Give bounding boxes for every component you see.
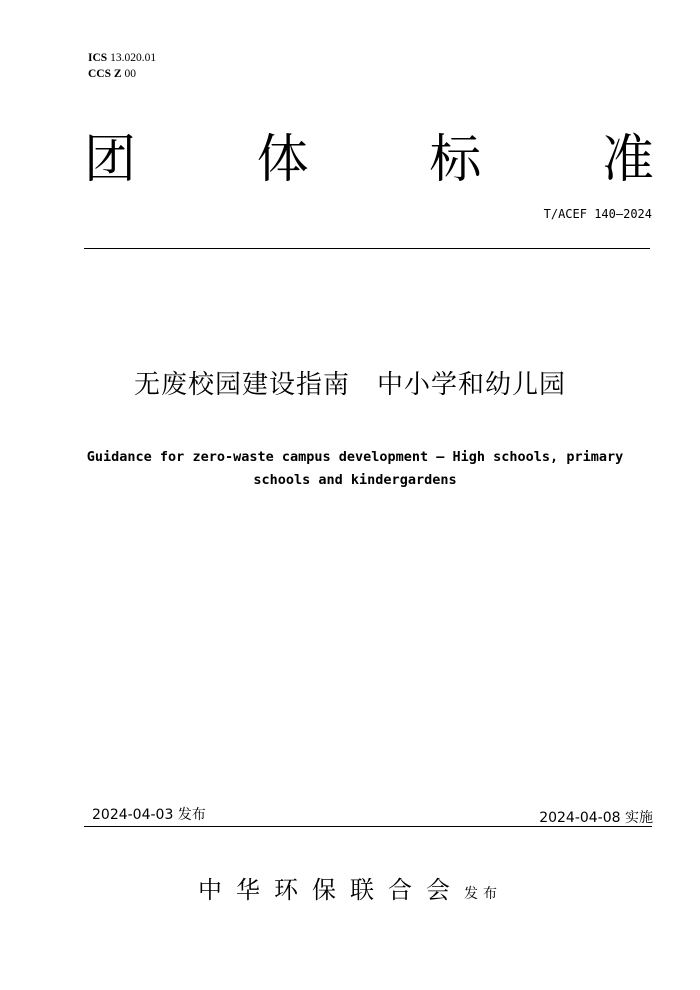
ccs-line: [88, 66, 156, 82]
bottom-divider: [84, 826, 652, 827]
ccs-label: CCS Z: [88, 68, 122, 80]
doc-type-char: 体: [256, 130, 309, 190]
ics-line: [88, 50, 156, 66]
standard-number: T/ACEF 140—2024: [543, 207, 652, 221]
issue-date: 2024-04-03 发布: [92, 807, 206, 823]
english-title-line: Guidance for zero-waste campus development — High schools, primary: [86, 449, 624, 465]
publisher-suffix: 发布: [464, 886, 502, 902]
doc-type-char: 准: [601, 130, 654, 190]
publisher-line: [0, 870, 700, 905]
implementation-date: 2024-04-08 实施: [539, 810, 653, 826]
publisher-organization: 中华环保联合会: [198, 876, 464, 904]
ics-ccs-block: [88, 50, 156, 82]
ics-value: 13.020.01: [110, 52, 157, 64]
english-title: [40, 446, 670, 492]
chinese-title: 无废校园建设指南 中小学和幼儿园: [133, 370, 566, 400]
doc-type-char: 标: [429, 130, 482, 190]
ccs-value: 00: [124, 68, 136, 80]
document-type-title: [84, 128, 654, 192]
top-divider: [84, 248, 650, 249]
ics-label: ICS: [88, 52, 108, 64]
english-title-line: schools and kindergardens: [253, 472, 457, 488]
doc-type-char: 团: [84, 130, 137, 190]
